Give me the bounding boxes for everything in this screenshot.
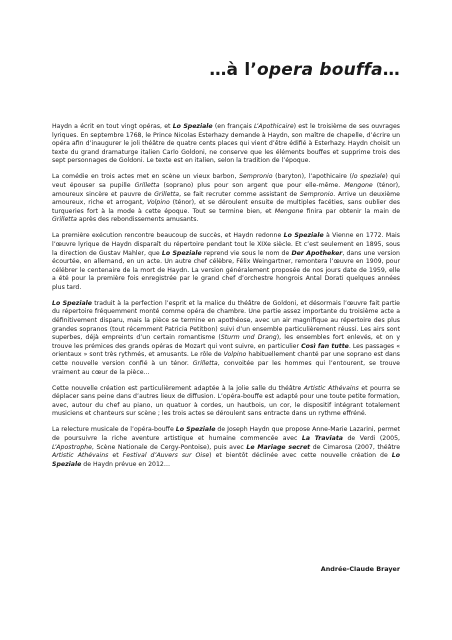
italic-run: lo speziale	[352, 173, 386, 181]
text-run: après des rebondissements amusants.	[76, 216, 199, 224]
bold-title-run: Così fan tutte	[301, 342, 349, 350]
page-title	[0, 60, 400, 80]
bold-title-run: La Traviata	[301, 434, 343, 442]
text-run: de Cimarosa (2007, théâtre	[310, 443, 400, 451]
text-run: (ténor), et se déroulent ensuite de multiples facéties, sans oublier des turqueries fort à la mode à cette époque. Tout se termine bien, et	[52, 199, 400, 215]
italic-run: Sempronio	[239, 173, 273, 181]
text-run: de Verdi (2005,	[342, 434, 400, 442]
italic-run: Artistic Athévains	[52, 452, 109, 460]
paragraph	[52, 173, 400, 225]
paragraph	[52, 300, 400, 377]
text-run: . Arrive un deuxième amoureux, riche et arrogant,	[52, 190, 400, 207]
text-run: (en français	[212, 123, 255, 130]
italic-run: Grilletta	[154, 190, 180, 198]
italic-run: L’Apostrophe	[52, 443, 92, 451]
bold-title-run: Lo Speziale	[161, 249, 202, 257]
text-run: traduit à la perfection l’esprit et la malice du théâtre de Goldoni, et désormais l’œuvre fait partie du répertoire fréquemment monté comme opéra de chambre. Une partie assez importante du troisième acte a définitivement disparu, mais la pièce se termine en apothéose, avec un air magnifique au répertoire des plus grandes sopranos (tout récemment Patricia Petitbon) suivi d’un ensemble particulièrement réussi. Les airs sont superbes, déjà empreints d’un certain romantisme (	[52, 299, 400, 342]
paragraph	[52, 385, 400, 419]
article-body	[52, 123, 400, 477]
text-run: , dans une version écourtée, en allemand, en un acte. Un autre chef célèbre, Félix Weingartner, remontera l’œuvre en 1909, pour célébrer le centenaire de la mort de Haydn. La version généralement proposée de nos jours date de 1959, elle a été pour la première fois enregistrée par le grand chef d’orchestre hongrois Antal Dorati quelques années plus tard.	[52, 249, 400, 291]
text-run: , Scène Nationale de Cergy-Pontoise), puis avec	[91, 443, 247, 451]
italic-run: Grilletta	[134, 181, 160, 189]
text-run: ) qui veut épouser sa pupille	[52, 173, 401, 189]
italic-run: Festival d’Auvers sur Oise	[122, 452, 210, 460]
paragraph	[52, 232, 400, 292]
text-run: habituellement chanté par une soprano est dans cette nouvelle version confié à un ténor.	[52, 351, 400, 368]
bold-title-run: Lo Speziale	[175, 426, 216, 434]
italic-run: Volpino	[223, 351, 247, 359]
italic-run: Sturm und Drang	[220, 334, 277, 342]
text-run: La première exécution rencontre beaucoup de succès, et Haydn redonne	[52, 232, 284, 240]
text-run: . Les passages « orientaux » sont très rythmés, et amusants. Le rôle de	[52, 342, 400, 359]
italic-run: L’Apothicaire	[254, 123, 294, 130]
text-run: ) est le troisième de ses ouvrages lyriques. En septembre 1768, le Prince Nicolas Esterhazy demande à Haydn, son maître de chapelle, d’écrire un opéra afin d’inaugurer le joli théâtre de quatre cents places qui vient d’être édifié à Esterhazy. Haydn choisit un texte du grand dramaturge italien Carlo Goldoni, ne conserve que les éléments bouffes et supprime trois des sept personnages de Goldoni. Le texte est en italien, selon la tradition de l’époque.	[52, 123, 400, 165]
italic-run: Grilletta	[192, 360, 218, 368]
text-run: et	[108, 452, 123, 460]
text-run: (ténor), amoureux sincère et pauvre de	[52, 181, 400, 198]
bold-title-run: Lo Speziale	[52, 452, 400, 468]
italic-run: Sempronio	[299, 190, 334, 198]
text-run: (baryton), l’apothicaire (	[272, 173, 353, 181]
text-run: , se fait recruter comme assistant de	[179, 190, 300, 198]
title-italic: opera bouffa	[257, 60, 383, 80]
paragraph	[52, 123, 400, 166]
italic-run: Mengone	[344, 181, 373, 189]
bold-title-run: Der Apotheker	[291, 249, 343, 257]
text-run: La relecture musicale de l’opéra-bouffe	[52, 426, 176, 434]
text-run: à Vienne en 1772. Mais l’œuvre lyrique de Haydn disparaît du répertoire pendant tout le XIXe siècle. Et c’est seulement en 1895, sous la direction de Gustav Mahler, que	[52, 232, 400, 257]
paragraph	[52, 426, 400, 469]
text-run: (soprano) plus pour son argent que pour elle-même.	[159, 181, 345, 189]
text-run: de Joseph Haydn que propose Anne-Marie Lazarini, permet de poursuivre la riche aventure artistique et humaine commencée avec	[52, 426, 400, 442]
title-prefix: …à l’	[209, 60, 258, 80]
text-run: La comédie en trois actes met en scène un vieux barbon,	[52, 173, 240, 181]
text-run: , convoitée par les hommes qui l’entourent, se trouve vraiment au cœur de la pièce…	[52, 360, 400, 376]
bold-title-run: Lo Speziale	[283, 232, 324, 240]
text-run: ) et bientôt déclinée avec cette nouvelle création de	[209, 452, 392, 460]
text-run: Cette nouvelle création est particulièrement adaptée à la jolie salle du théâtre	[52, 384, 304, 392]
title-suffix: …	[382, 60, 400, 80]
italic-run: Mengone	[274, 207, 304, 215]
text-run: Haydn a écrit en tout vingt opéras, et	[52, 123, 173, 130]
text-run: finira par obtenir la main de	[303, 207, 400, 215]
italic-run: Volpino	[147, 199, 170, 207]
italic-run: Artistic Athévains	[303, 384, 359, 392]
bold-title-run: Lo Speziale	[52, 299, 92, 307]
italic-run: Grilletta	[52, 216, 77, 224]
text-run: de Haydn prévue en 2012…	[81, 460, 171, 468]
author-signature: Andrée-Claude Brayer	[320, 565, 400, 573]
text-run: ), les ensembles fort enlevés, et on y trouve les prémices des grands opéras de Mozart qui vont suivre, en particulier	[52, 334, 400, 350]
bold-title-run: Lo Speziale	[172, 123, 213, 130]
text-run: reprend vie sous le nom de	[201, 249, 292, 257]
bold-title-run: Le Mariage secret	[246, 443, 311, 451]
text-run: et pourra se déplacer sans peine dans d’autres lieux de diffusion. L’opéra-bouffe est adapté pour une toute petite formation, avec, autour du chef au piano, un quatuor à cordes, un hautbois, un cor, le dispositif intégrant totalement musiciens et chanteurs sur scène ; les trois actes se déroulent sans entracte dans un rythme effréné.	[52, 384, 400, 418]
